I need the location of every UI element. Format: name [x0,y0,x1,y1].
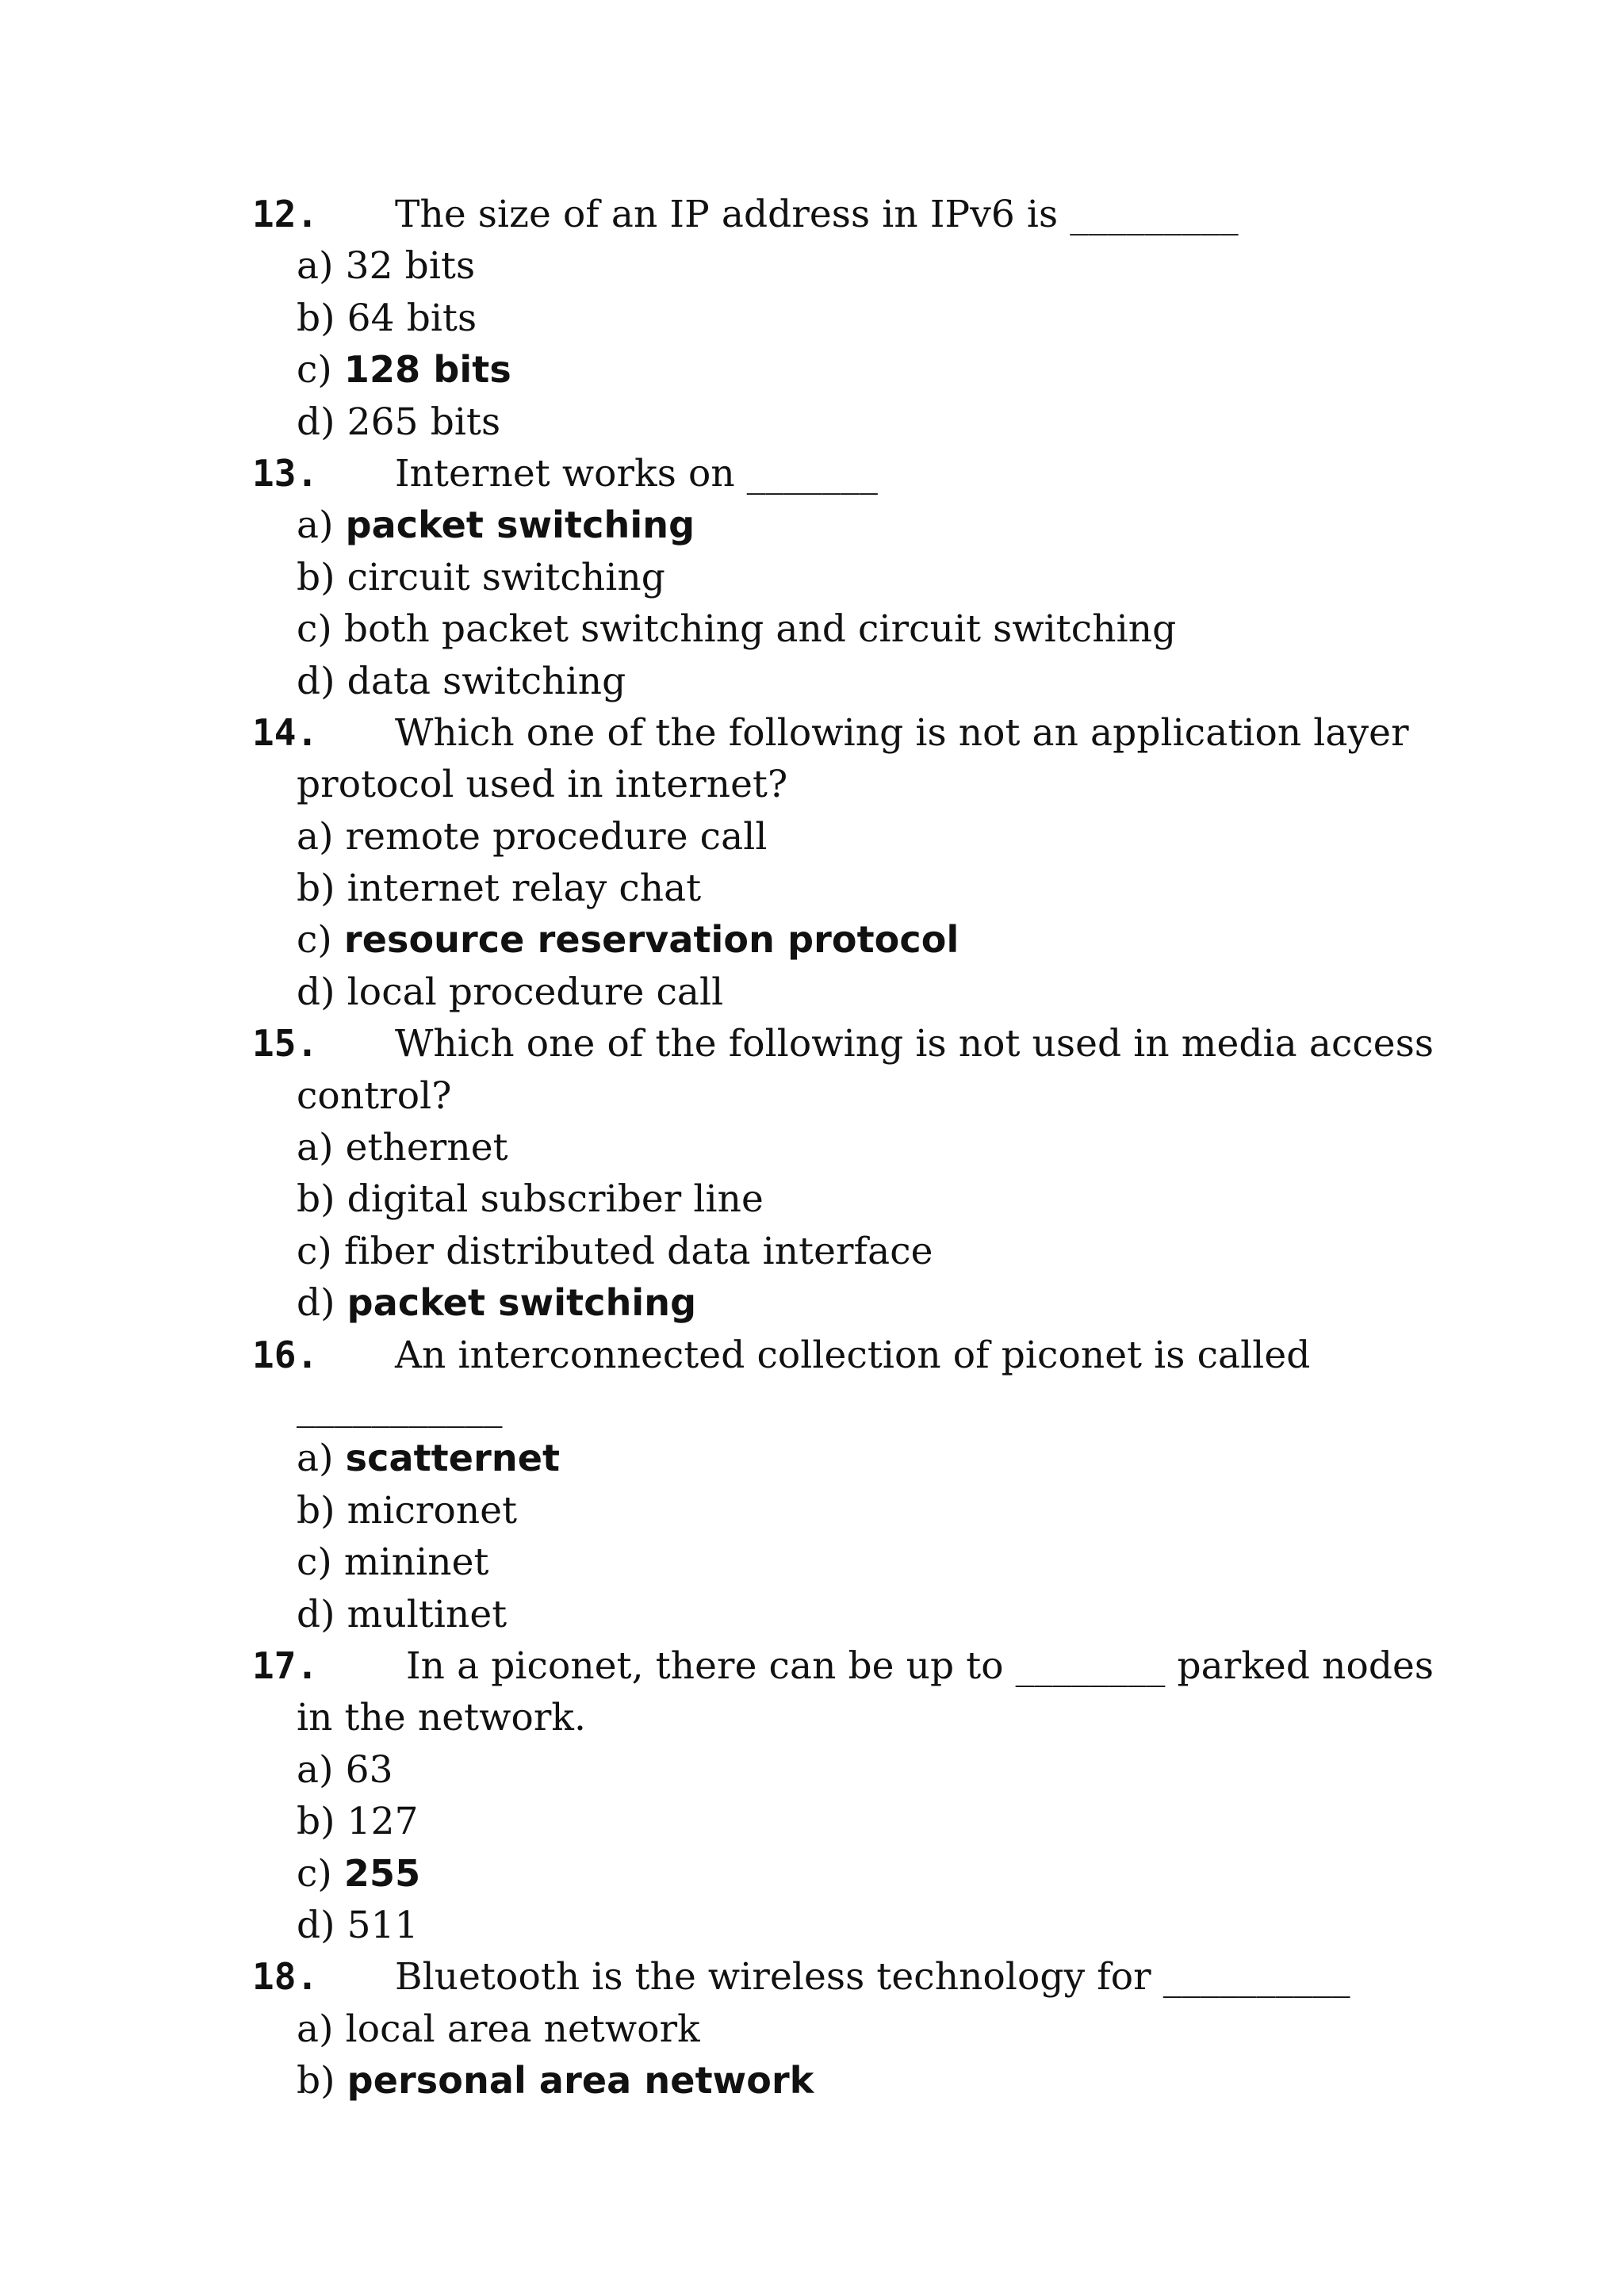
question-number: 15. [252,1022,319,1066]
question-number: 18. [252,1955,319,1999]
question-text: Bluetooth is the wireless technology for __________ [395,1955,1350,1999]
option-b [252,1173,1537,1225]
question-stem [252,1330,1537,1381]
question-stem [252,189,1537,240]
option-letter: d) [297,1592,335,1636]
option-a [252,811,1537,863]
option-letter: a) [297,244,334,289]
option-letter: d) [297,1903,335,1947]
option-letter: b) [297,2059,335,2103]
option-letter: d) [297,970,335,1014]
option-text: 511 [347,1903,419,1947]
question-text: In a piconet, there can be up to ________ parked nodes [406,1644,1434,1688]
option-c-answer [252,914,1537,966]
option-a [252,1122,1537,1173]
option-text: circuit switching [347,555,665,599]
question-text: Which one of the following is not an application layer [395,710,1409,755]
option-letter: b) [297,296,335,340]
option-text: mininet [343,1540,489,1585]
option-d-answer [252,1277,1537,1329]
option-c [252,1226,1537,1277]
question-text: Which one of the following is not used in media access [395,1022,1434,1066]
option-text: 64 bits [347,296,477,340]
answer-blank: ___________ [297,1384,503,1429]
option-c-answer [252,1848,1537,1900]
option-text-answer: scatternet [345,1437,561,1480]
option-text: multinet [347,1592,508,1636]
option-text-answer: resource reservation protocol [343,918,959,962]
option-text: fiber distributed data interface [343,1229,933,1273]
question-17 [252,1640,1537,1951]
option-text: digital subscriber line [347,1177,764,1222]
option-letter: b) [297,867,335,911]
question-stem [252,1951,1537,2003]
question-18 [252,1951,1537,2107]
option-text: internet relay chat [347,867,702,911]
option-text: data switching [347,659,626,703]
question-text: An interconnected collection of piconet is called [395,1333,1311,1377]
option-letter: b) [297,1800,335,1844]
option-letter: a) [297,1126,334,1170]
option-b [252,863,1537,914]
option-text: both packet switching and circuit switching [343,607,1177,652]
question-text-continued: control? [297,1073,452,1118]
option-c-answer [252,344,1537,396]
option-letter: c) [297,607,332,652]
option-text: 63 [345,1747,393,1792]
question-stem [252,1018,1537,1070]
question-number: 14. [252,710,319,754]
option-text: 32 bits [345,244,476,289]
question-12 [252,189,1537,448]
question-13 [252,448,1537,707]
question-text-continued: in the network. [297,1696,587,1740]
option-letter: a) [297,503,334,548]
option-text: 127 [347,1800,419,1844]
option-text: 265 bits [347,400,501,444]
question-16 [252,1330,1537,1640]
question-stem [252,707,1537,759]
question-stem [252,448,1537,499]
option-d [252,1589,1537,1640]
option-d [252,966,1537,1018]
question-15 [252,1018,1537,1329]
option-a-answer [252,499,1537,551]
option-letter: d) [297,659,335,703]
option-d [252,656,1537,707]
option-letter: c) [297,1851,332,1896]
option-letter: b) [297,1177,335,1222]
option-letter: c) [297,1229,332,1273]
option-text-answer: packet switching [347,1281,697,1325]
option-letter: c) [297,918,332,962]
option-text-answer: 128 bits [343,348,511,392]
option-letter: a) [297,1437,334,1481]
option-a-answer [252,1433,1537,1484]
option-c [252,1536,1537,1588]
option-letter: a) [297,1747,334,1792]
option-letter: a) [297,2007,334,2051]
option-d [252,396,1537,448]
option-c [252,603,1537,655]
question-stem [252,1640,1537,1692]
option-text: local procedure call [347,970,724,1014]
option-b-answer [252,2055,1537,2107]
option-a [252,1744,1537,1796]
option-b [252,552,1537,603]
option-text-answer: packet switching [345,503,695,547]
option-text-answer: personal area network [347,2059,814,2103]
option-a [252,240,1537,292]
question-text-continued: protocol used in internet? [297,763,788,807]
question-number: 12. [252,193,319,235]
option-text-answer: 255 [343,1851,421,1895]
option-letter: d) [297,1281,335,1326]
question-number: 16. [252,1333,319,1376]
question-number: 13. [252,451,319,495]
option-text: ethernet [345,1126,508,1170]
option-a [252,2003,1537,2055]
option-letter: c) [297,1540,332,1585]
question-14 [252,707,1537,1018]
option-letter: c) [297,348,332,392]
option-letter: a) [297,814,334,859]
option-letter: b) [297,555,335,599]
question-list [252,189,1537,2107]
option-b [252,293,1537,344]
question-text: Internet works on _______ [395,451,878,496]
option-text: local area network [345,2007,700,2051]
question-text: The size of an IP address in IPv6 is _________ [395,193,1239,236]
option-b [252,1796,1537,1847]
option-text: micronet [347,1488,518,1533]
option-d [252,1900,1537,1951]
option-text: remote procedure call [345,814,768,859]
option-b [252,1485,1537,1536]
option-letter: b) [297,1488,335,1533]
option-letter: d) [297,400,335,444]
question-number: 17. [252,1644,319,1687]
